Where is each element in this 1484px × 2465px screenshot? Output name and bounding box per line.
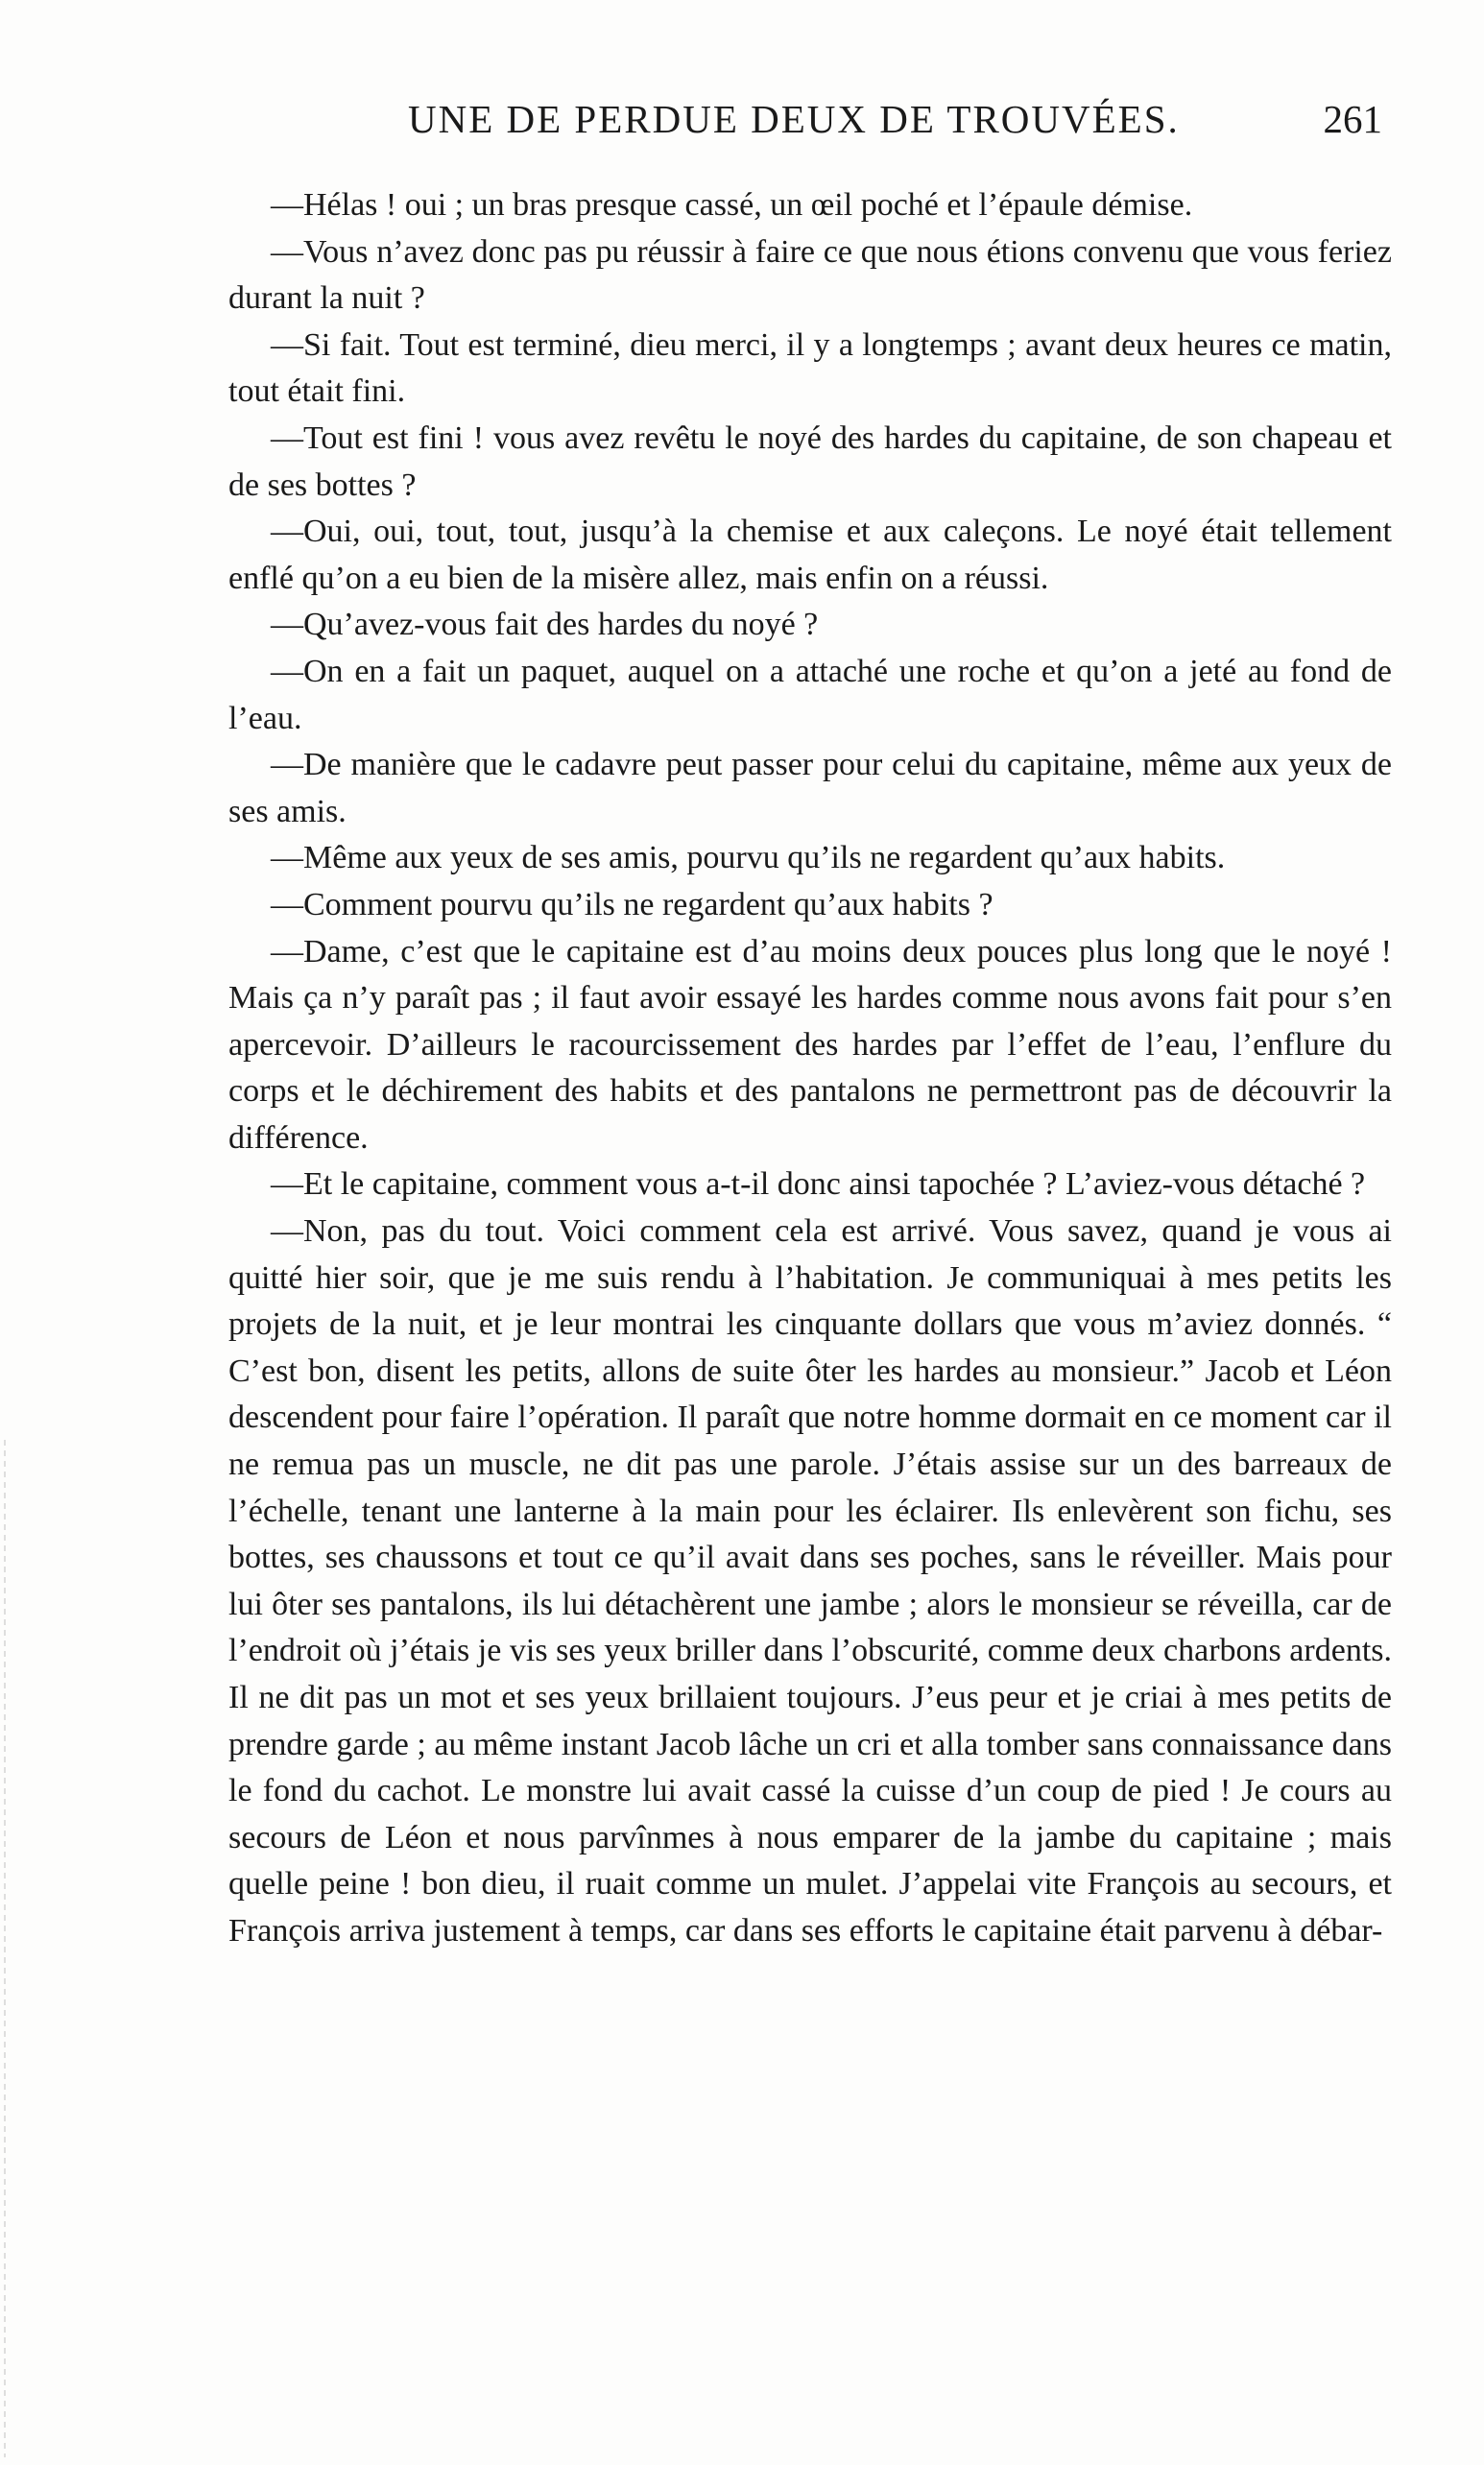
paragraph: —Qu’avez-vous fait des hardes du noyé ? [271, 607, 819, 643]
body-text [228, 182, 1392, 1955]
running-title: UNE DE PERDUE DEUX DE TROUVÉES. [408, 97, 1180, 141]
paragraph: —Oui, oui, tout, tout, jusqu’à la chemise et aux caleçons. Le noyé était tellement enflé qu’on a eu bien de la misère allez, mais enfin on a réussi. [228, 514, 1392, 596]
paragraph: —Tout est fini ! vous avez revêtu le noyé des hardes du capitaine, de son chapeau et de ses bottes ? [228, 419, 1392, 503]
binding-gutter-mark [4, 1440, 6, 2457]
paragraph: —De manière que le cadavre peut passer pour celui du capitaine, même aux yeux de ses amis. [228, 747, 1392, 829]
paragraph: —Dame, c’est que le capitaine est d’au moins deux pouces plus long que le noyé ! Mais ça n’y paraît pas ; il faut avoir essayé les hardes comme nous avons fait pour s’en apercevoir. D’ailleurs le racourcissement des hardes par l’effet de l’eau, l’enflure du corps et le déchirement des habits et des pantalons ne permettront pas de découvrir la différence. [228, 933, 1392, 1156]
paragraph: —Comment pourvu qu’ils ne regardent qu’aux habits ? [271, 886, 993, 922]
paragraph: —Hélas ! oui ; un bras presque cassé, un œil poché et l’épaule démise. [271, 187, 1193, 223]
running-head [408, 96, 1382, 154]
paragraph: —Et le capitaine, comment vous a-t-il donc ainsi tapochée ? L’aviez-vous détaché ? [271, 1166, 1366, 1203]
paragraph: —Même aux yeux de ses amis, pourvu qu’ils ne regardent qu’aux habits. [271, 840, 1226, 876]
paragraph: —Non, pas du tout. Voici comment cela est arrivé. Vous savez, quand je vous ai quitté hier soir, que je me suis rendu à l’habitation. Je communiquai à mes petits les projets de la nuit, et je leur montrai les cinquante dollars que vous m’aviez donnés. “ C’est bon, disent les petits, allons de suite ôter les hardes au monsieur.” Jacob et Léon descendent pour faire l’opération. Il paraît que notre homme dormait en ce moment car il ne remua pas un muscle, ne dit pas une parole. J’étais assise sur un des barreaux de l’échelle, tenant une lanterne à la main pour les éclairer. Ils enlevèrent son fichu, ses bottes, ses chaussons et tout ce qu’il avait dans ses poches, sans le réveiller. Mais pour lui ôter ses pantalons, ils lui détachèrent une jambe ; alors le monsieur se réveilla, car de l’endroit où j’étais je vis ses yeux briller dans l’obscurité, comme deux charbons ardents. Il ne dit pas un mot et ses yeux brillaient toujours. J’eus peur et je criai à mes petits de prendre garde ; au même instant Jacob lâche un cri et alla tomber sans connaissance dans le fond du cachot. Le monstre lui avait cassé la cuisse d’un coup de pied ! Je cours au secours de Léon et nous parvînmes à nous emparer de la jambe du capitaine ; mais quelle peine ! bon dieu, il ruait comme un mulet. J’appelai vite François au secours, et François arriva justement à temps, car dans ses efforts le capitaine était parvenu à débar- [228, 1213, 1392, 1949]
page-number: 261 [1323, 97, 1382, 141]
paragraph: —On en a fait un paquet, auquel on a attaché une roche et qu’on a jeté au fond de l’eau. [228, 653, 1392, 736]
paragraph: —Si fait. Tout est terminé, dieu merci, il y a longtemps ; avant deux heures ce matin, tout était fini. [228, 326, 1392, 410]
paragraph: —Vous n’avez donc pas pu réussir à faire ce que nous étions convenu que vous feriez durant la nuit ? [228, 233, 1392, 317]
